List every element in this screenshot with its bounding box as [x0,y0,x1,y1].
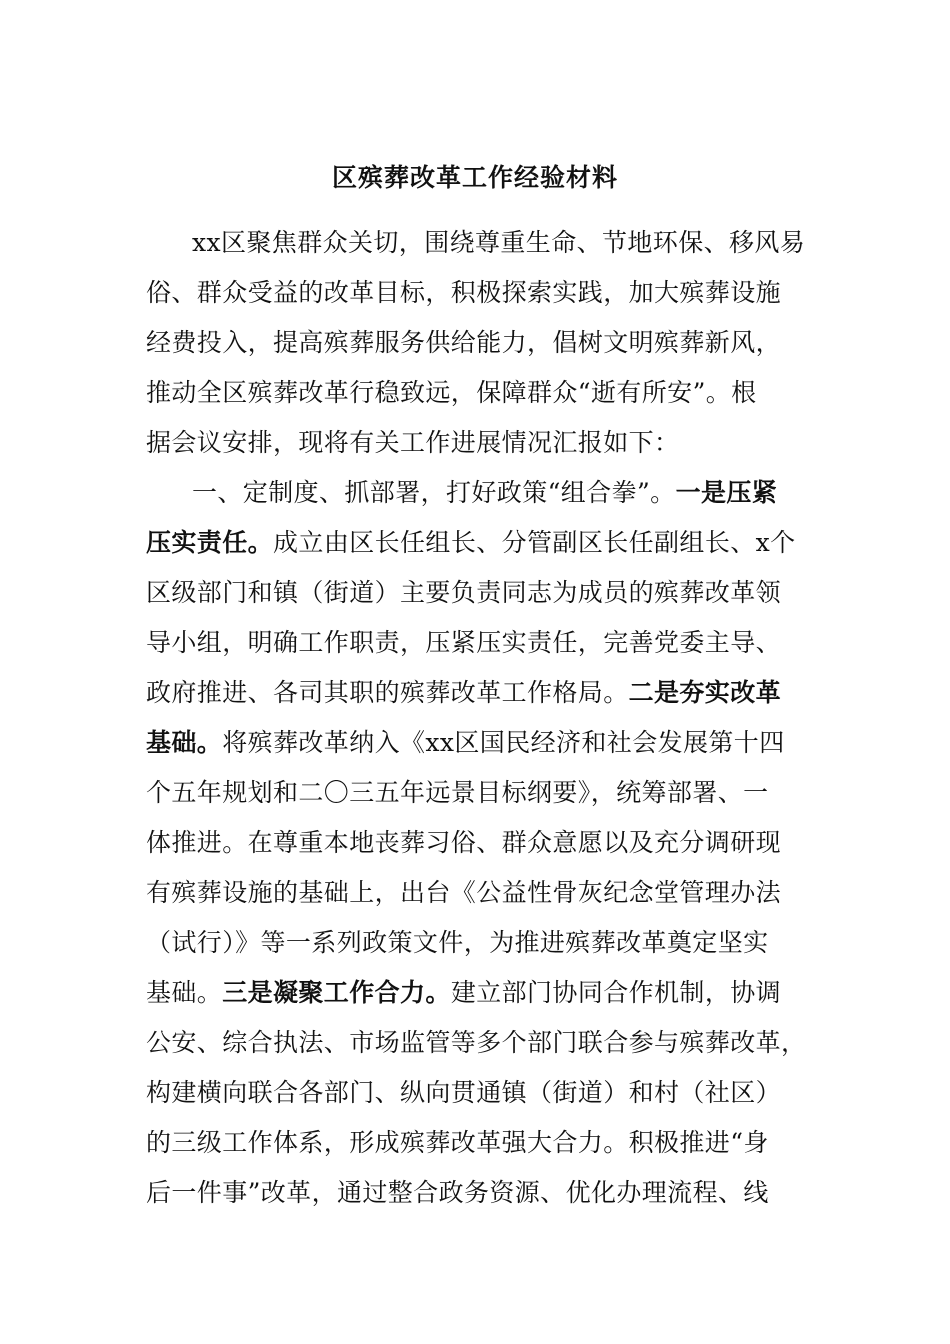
text-line [146,1068,806,1118]
text-line [146,568,806,618]
text-segment: 建立部门协同合作机制，协调 [450,978,782,1007]
text-segment: 后一件事”改革，通过整合政务资源、优化办理流程、线 [146,1178,769,1207]
text-line [146,218,806,268]
text-segment: 导小组，明确工作职责，压紧压实责任，完善党委主导、 [146,628,782,657]
text-line [146,368,806,418]
text-segment: 体推进。在尊重本地丧葬习俗、群众意愿以及充分调研现 [146,828,782,857]
text-line [146,1168,806,1218]
text-segment: 一、定制度、抓部署，打好政策“组合拳”。 [192,478,676,507]
text-line [146,318,806,368]
text-line [146,1118,806,1168]
text-segment: 基础。 [146,978,223,1007]
bold-text-segment: 一是压紧 [675,478,778,507]
text-segment: 成立由区长任组长、分管副区长任副组长、x个 [273,528,796,557]
text-line [146,718,806,768]
text-segment: 的三级工作体系，形成殡葬改革强大合力。积极推进“身 [146,1128,769,1157]
text-segment: 区级部门和镇（街道）主要负责同志为成员的殡葬改革领 [146,578,782,607]
bold-text-segment: 三是凝聚工作合力。 [222,978,451,1007]
text-line [146,768,806,818]
text-line [146,668,806,718]
text-segment: 据会议安排，现将有关工作进展情况汇报如下： [146,428,680,457]
text-segment: 政府推进、各司其职的殡葬改革工作格局。 [146,678,629,707]
text-line [146,818,806,868]
text-segment: 有殡葬设施的基础上，出台《公益性骨灰纪念堂管理办法 [146,878,782,907]
text-line [146,418,806,468]
text-segment: xx区聚焦群众关切，围绕尊重生命、节地环保、移风易 [192,228,806,257]
document-body [146,218,806,1218]
bold-text-segment: 压实责任。 [146,528,274,557]
text-segment: 俗、群众受益的改革目标，积极探索实践，加大殡葬设施 [146,278,782,307]
text-line [146,268,806,318]
text-line [146,618,806,668]
text-segment: 经费投入，提高殡葬服务供给能力，倡树文明殡葬新风， [146,328,782,357]
text-segment: 推动全区殡葬改革行稳致远，保障群众“逝有所安”。根 [146,378,757,407]
text-segment: 构建横向联合各部门、纵向贯通镇（街道）和村（社区） [146,1078,782,1107]
text-line [146,1018,806,1068]
document-title: 区殡葬改革工作经验材料 [331,163,618,192]
text-line [146,468,806,518]
bold-text-segment: 基础。 [146,728,223,757]
text-segment: 将殡葬改革纳入《xx区国民经济和社会发展第十四 [222,728,785,757]
text-line [146,918,806,968]
bold-text-segment: 二是夯实改革 [628,678,782,707]
text-segment: （试行）》等一系列政策文件，为推进殡葬改革奠定坚实 [146,928,769,957]
text-line [146,518,806,568]
text-segment: 公安、综合执法、市场监管等多个部门联合参与殡葬改革， [146,1028,807,1057]
text-line [146,968,806,1018]
text-segment: 个五年规划和二〇三五年远景目标纲要》，统筹部署、一 [146,778,769,807]
text-line [146,868,806,918]
